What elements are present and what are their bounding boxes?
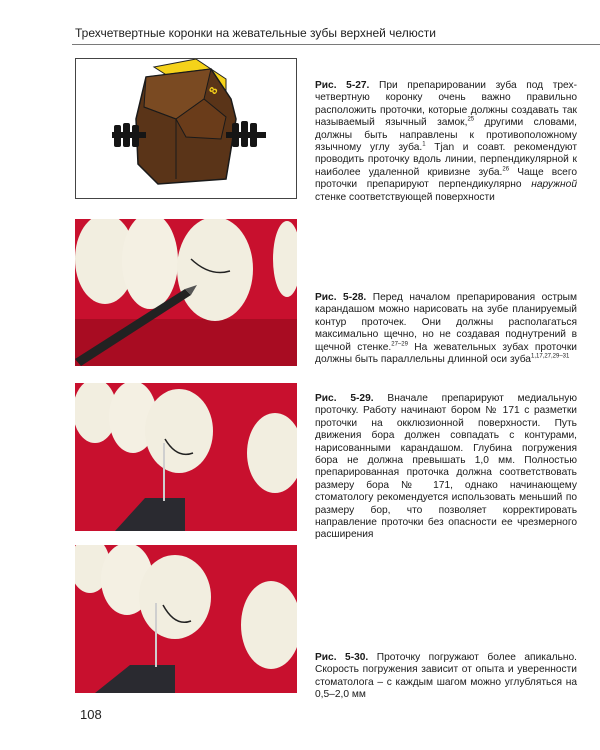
caption-label: Рис. 5-29. (315, 393, 374, 404)
caption-figure-5-28 (315, 292, 577, 366)
caption-label: Рис. 5-28. (315, 292, 367, 303)
caption-text: другими словами, должны быть направлены к противоположному язычному углу зуба. (315, 117, 577, 154)
citation: 25 (467, 116, 475, 123)
caption-figure-5-30 (315, 652, 577, 702)
figure-5-30-photo (75, 545, 297, 693)
caption-text: Вначале препарируют медиальную проточку. Работу начинают бором № 171 с разметки проточки на окклюзионной поверхности. Путь движения бора должен совпадать с контурами, нарисованными карандашом. Глубина погружения бора не должна превышать 1,0 мм. Полностью препарированная проточка должна соответствовать размеру бора № 171, однако начинающему стоматологу рекомендуется использовать меньший по размеру бор, что позволяет корректировать направление проточки без опасности ее чрезмерного расширения (315, 393, 577, 541)
caption-label: Рис. 5-30. (315, 652, 369, 663)
page-number: 108 (80, 707, 102, 722)
header-divider (72, 44, 600, 45)
figure-5-28-photo (75, 219, 297, 366)
caption-text: При препарировании зуба под трех-четвертную коронку очень важно правильно расположить проточки, которые должны создавать так называемый язычный замок, (315, 80, 577, 129)
citation: 1 (422, 141, 426, 148)
citation: 27–29 (391, 341, 408, 348)
running-header: Трехчетвертные коронки на жевательные зубы верхней челюсти (75, 26, 436, 40)
diagram-mark: 8 (207, 85, 221, 97)
caption-figure-5-29 (315, 393, 577, 542)
citation: 1,17,27,29–31 (530, 353, 570, 360)
caption-text: Tjan и соавт. рекомендуют проводить проточку вдоль линии, перпендикулярной к наиболее удаленной кривизне зуба. (315, 142, 577, 178)
caption-text: Проточку погружают более апикально. Скорость погружения зависит от опыта и уверенности стоматолога – с каждым шагом можно углубляться на 0,5–2,0 мм (315, 652, 577, 701)
caption-text: Чаще всего проточки препарируют перпендикулярно (315, 166, 578, 191)
caption-figure-5-27 (315, 80, 577, 204)
caption-text: На жевательных зубах проточки должны быть параллельны длинной оси зуба (315, 341, 577, 366)
caption-label: Рис. 5-27. (315, 80, 370, 91)
figure-5-27-diagram (75, 58, 297, 199)
caption-emphasis: наружной (531, 179, 577, 191)
figure-5-29-photo (75, 383, 297, 531)
caption-text: Перед началом препарирования острым карандашом можно нарисовать на зубе планируемый контур проточек. Они должны располагаться максимально щечно, но не создавая поднутрений в щечной стенке. (315, 292, 578, 353)
citation: 26 (502, 166, 510, 173)
caption-text: стенке соответствующей поверхности (315, 191, 495, 203)
